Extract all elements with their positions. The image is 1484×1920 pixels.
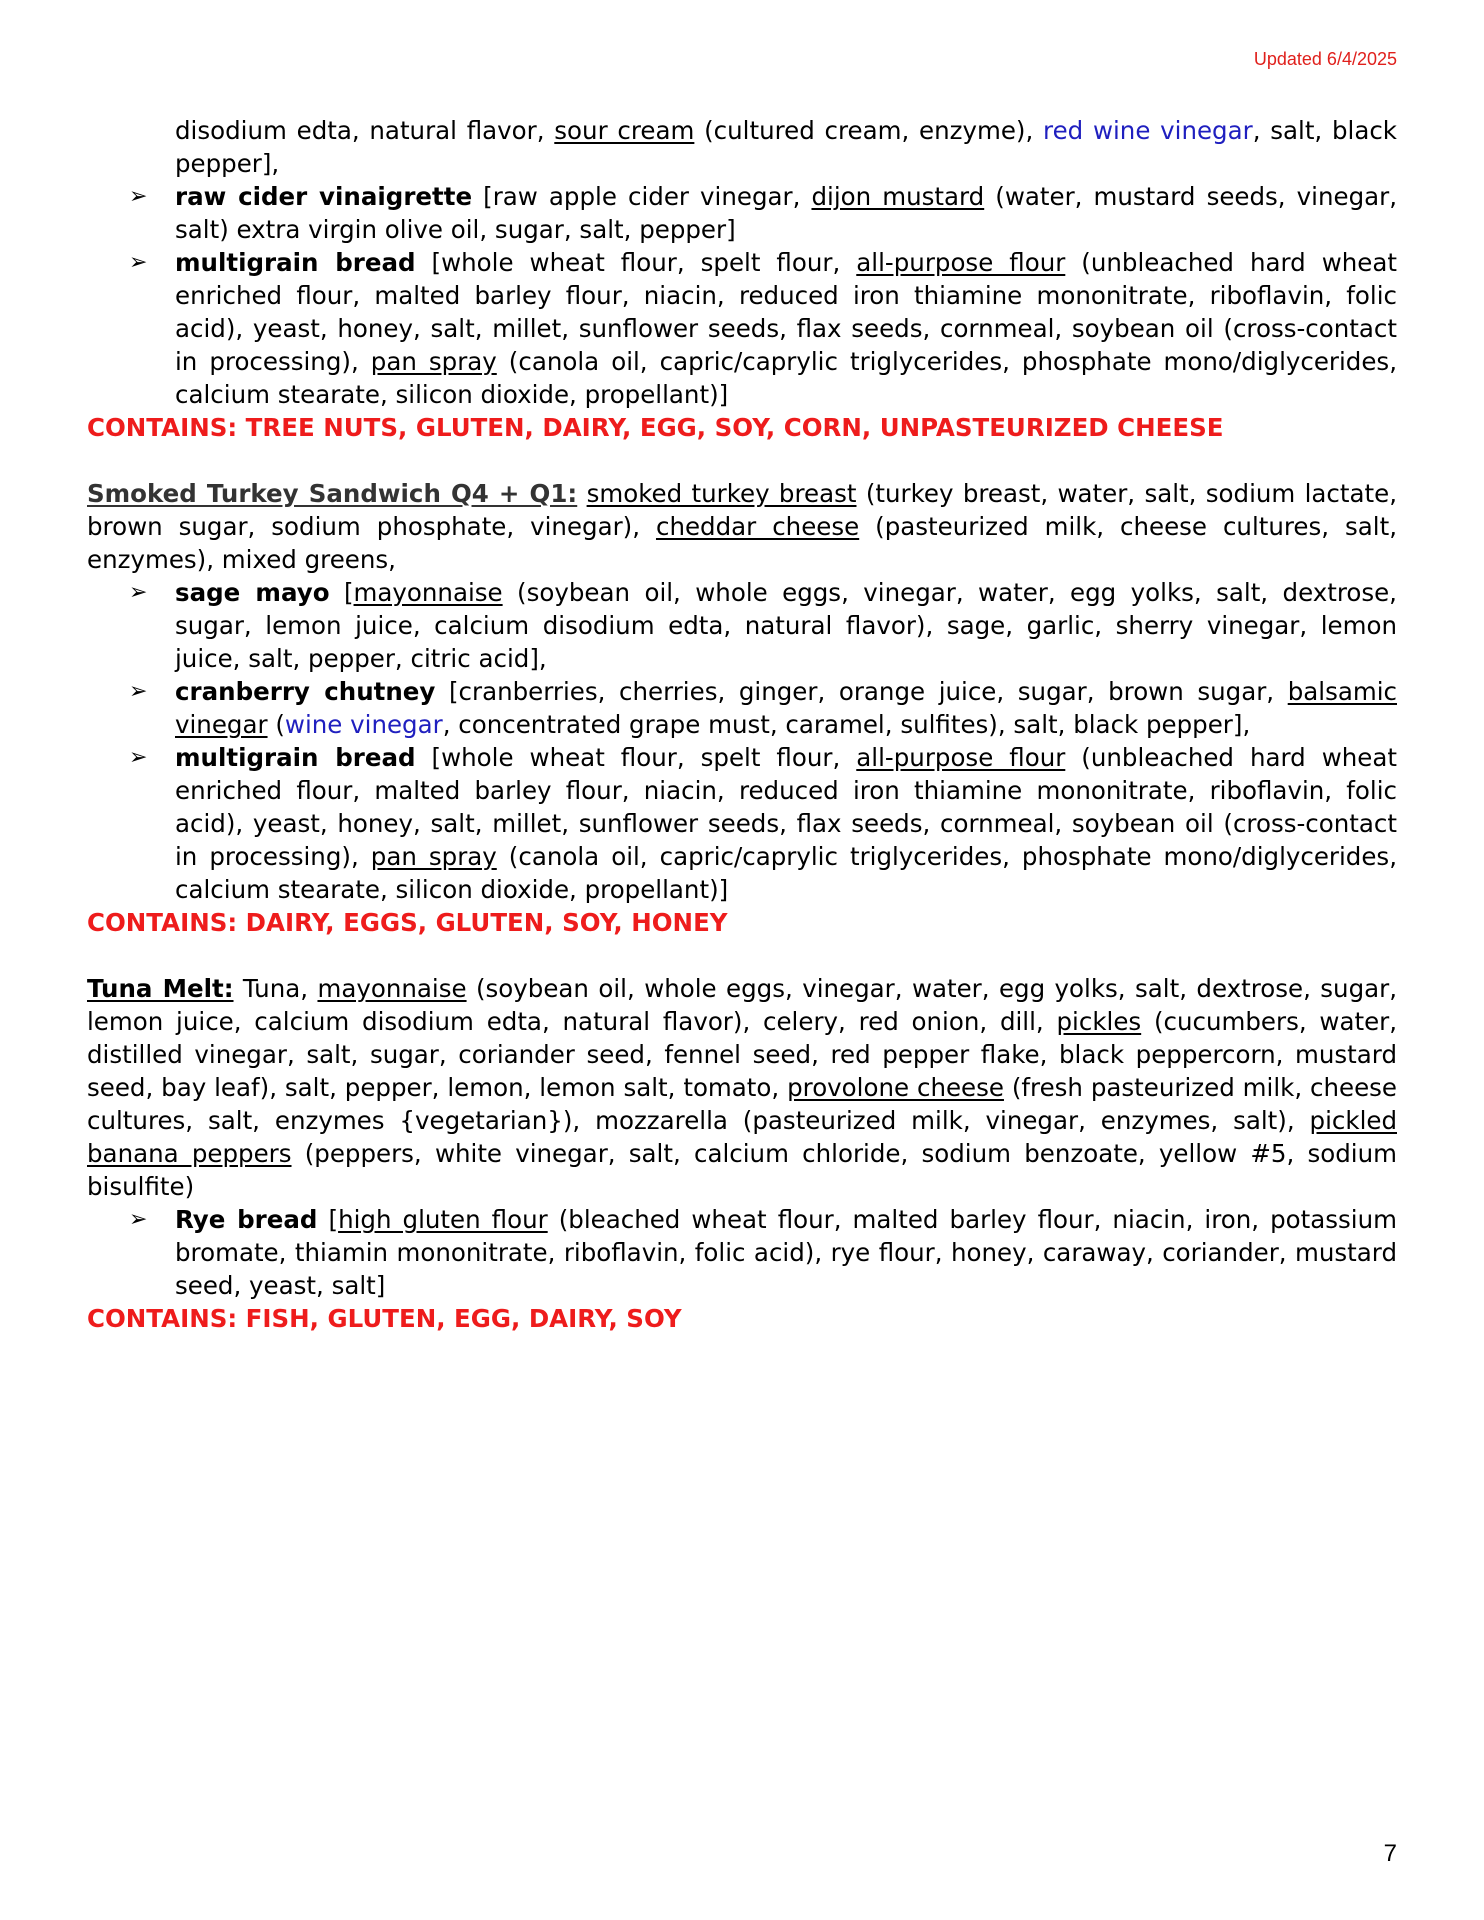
arrow-bullet-icon: ➢ bbox=[129, 184, 148, 209]
list-item: ➢ sage mayo [mayonnaise (soybean oil, whole eggs, vinegar, water, egg yolks, salt, dextrose, sugar, lemon juice, calcium disodium edta, natural flavor), sage, garlic, sherry vinegar, lemon juice, salt, pepper, citric acid], bbox=[129, 578, 1397, 673]
arrow-bullet-icon: ➢ bbox=[129, 250, 148, 275]
list-item: ➢ raw cider vinaigrette [raw apple cider vinegar, dijon mustard (water, mustard seeds, vinegar, salt) extra virgin olive oil, sugar, salt, pepper] bbox=[129, 182, 1397, 244]
arrow-bullet-icon: ➢ bbox=[129, 745, 148, 770]
arrow-bullet-icon: ➢ bbox=[129, 679, 148, 704]
component-name: cranberry chutney bbox=[175, 677, 436, 706]
list-item: ➢ multigrain bread [whole wheat flour, spelt flour, all-purpose flour (unbleached hard wheat enriched flour, malted barley flour, niacin, reduced iron thiamine mononitrate, riboflavin, folic acid), yeast, honey, salt, millet, sunflower seeds, flax seeds, cornmeal, soybean oil (cross-contact in processing), pan spray (canola oil, capric/caprylic triglycerides, phosphate mono/diglycerides, calcium stearate, silicon dioxide, propellant)] bbox=[129, 743, 1397, 904]
list-item: ➢ multigrain bread [whole wheat flour, spelt flour, all-purpose flour (unbleached hard wheat enriched flour, malted barley flour, niacin, reduced iron thiamine mononitrate, riboflavin, folic acid), yeast, honey, salt, millet, sunflower seeds, flax seeds, cornmeal, soybean oil (cross-contact in processing), pan spray (canola oil, capric/caprylic triglycerides, phosphate mono/diglycerides, calcium stearate, silicon dioxide, propellant)] bbox=[129, 248, 1397, 409]
allergen-warning: CONTAINS: DAIRY, EGGS, GLUTEN, SOY, HONEY bbox=[87, 908, 728, 937]
component-name: multigrain bread bbox=[175, 743, 416, 772]
menu-ingredients bbox=[87, 114, 1397, 1335]
component-name: Rye bread bbox=[175, 1205, 318, 1234]
red-wine-vinegar: red wine vinegar bbox=[1043, 116, 1253, 145]
allergen-warning: CONTAINS: TREE NUTS, GLUTEN, DAIRY, EGG, SOY, CORN, UNPASTEURIZED CHEESE bbox=[87, 413, 1224, 442]
updated-date: Updated 6/4/2025 bbox=[1253, 49, 1397, 69]
component-name: sage mayo bbox=[175, 578, 330, 607]
item-title: Tuna Melt: bbox=[87, 974, 234, 1003]
component-name: multigrain bread bbox=[175, 248, 416, 277]
menu-item-smoked-turkey: Smoked Turkey Sandwich Q4 + Q1: smoked turkey breast (turkey breast, water, salt, sodium lactate, brown sugar, sodium phosphate, vinegar), cheddar cheese (pasteurized milk, cheese cultures, salt, enzymes), mixed greens, bbox=[87, 479, 1398, 574]
list-item: ➢ cranberry chutney [cranberries, cherries, ginger, orange juice, sugar, brown sugar, balsamic vinegar (wine vinegar, concentrated grape must, caramel, sulfites), salt, black pepper], bbox=[129, 677, 1397, 739]
arrow-bullet-icon: ➢ bbox=[129, 1207, 148, 1232]
item1-continuation: disodium edta, natural flavor, sour cream (cultured cream, enzyme), red wine vinegar, salt, black pepper], bbox=[175, 116, 1397, 178]
list-item: ➢ Rye bread [high gluten flour (bleached wheat flour, malted barley flour, niacin, iron, potassium bromate, thiamin mononitrate, riboflavin, folic acid), rye flour, honey, caraway, coriander, mustard seed, yeast, salt] bbox=[129, 1205, 1397, 1300]
menu-item-tuna-melt: Tuna Melt: Tuna, mayonnaise (soybean oil, whole eggs, vinegar, water, egg yolks, salt, dextrose, sugar, lemon juice, calcium disodium edta, natural flavor), celery, red onion, dill, pickles (cucumbers, water, distilled vinegar, salt, sugar, coriander seed, fennel seed, red pepper flake, black peppercorn, mustard seed, bay leaf), salt, pepper, lemon, lemon salt, tomato, provolone cheese (fresh pasteurized milk, cheese cultures, salt, enzymes {vegetarian}), mozzarella (pasteurized milk, vinegar, enzymes, salt), pickled banana peppers (peppers, white vinegar, salt, calcium chloride, sodium benzoate, yellow #5, sodium bisulfite) bbox=[87, 974, 1398, 1201]
arrow-bullet-icon: ➢ bbox=[129, 580, 148, 605]
page-number: 7 bbox=[1383, 1840, 1397, 1867]
component-name: raw cider vinaigrette bbox=[175, 182, 473, 211]
item-title: Smoked Turkey Sandwich Q4 + Q1: bbox=[87, 479, 578, 508]
sour-cream-link: sour cream bbox=[554, 116, 695, 145]
allergen-warning: CONTAINS: FISH, GLUTEN, EGG, DAIRY, SOY bbox=[87, 1304, 682, 1333]
